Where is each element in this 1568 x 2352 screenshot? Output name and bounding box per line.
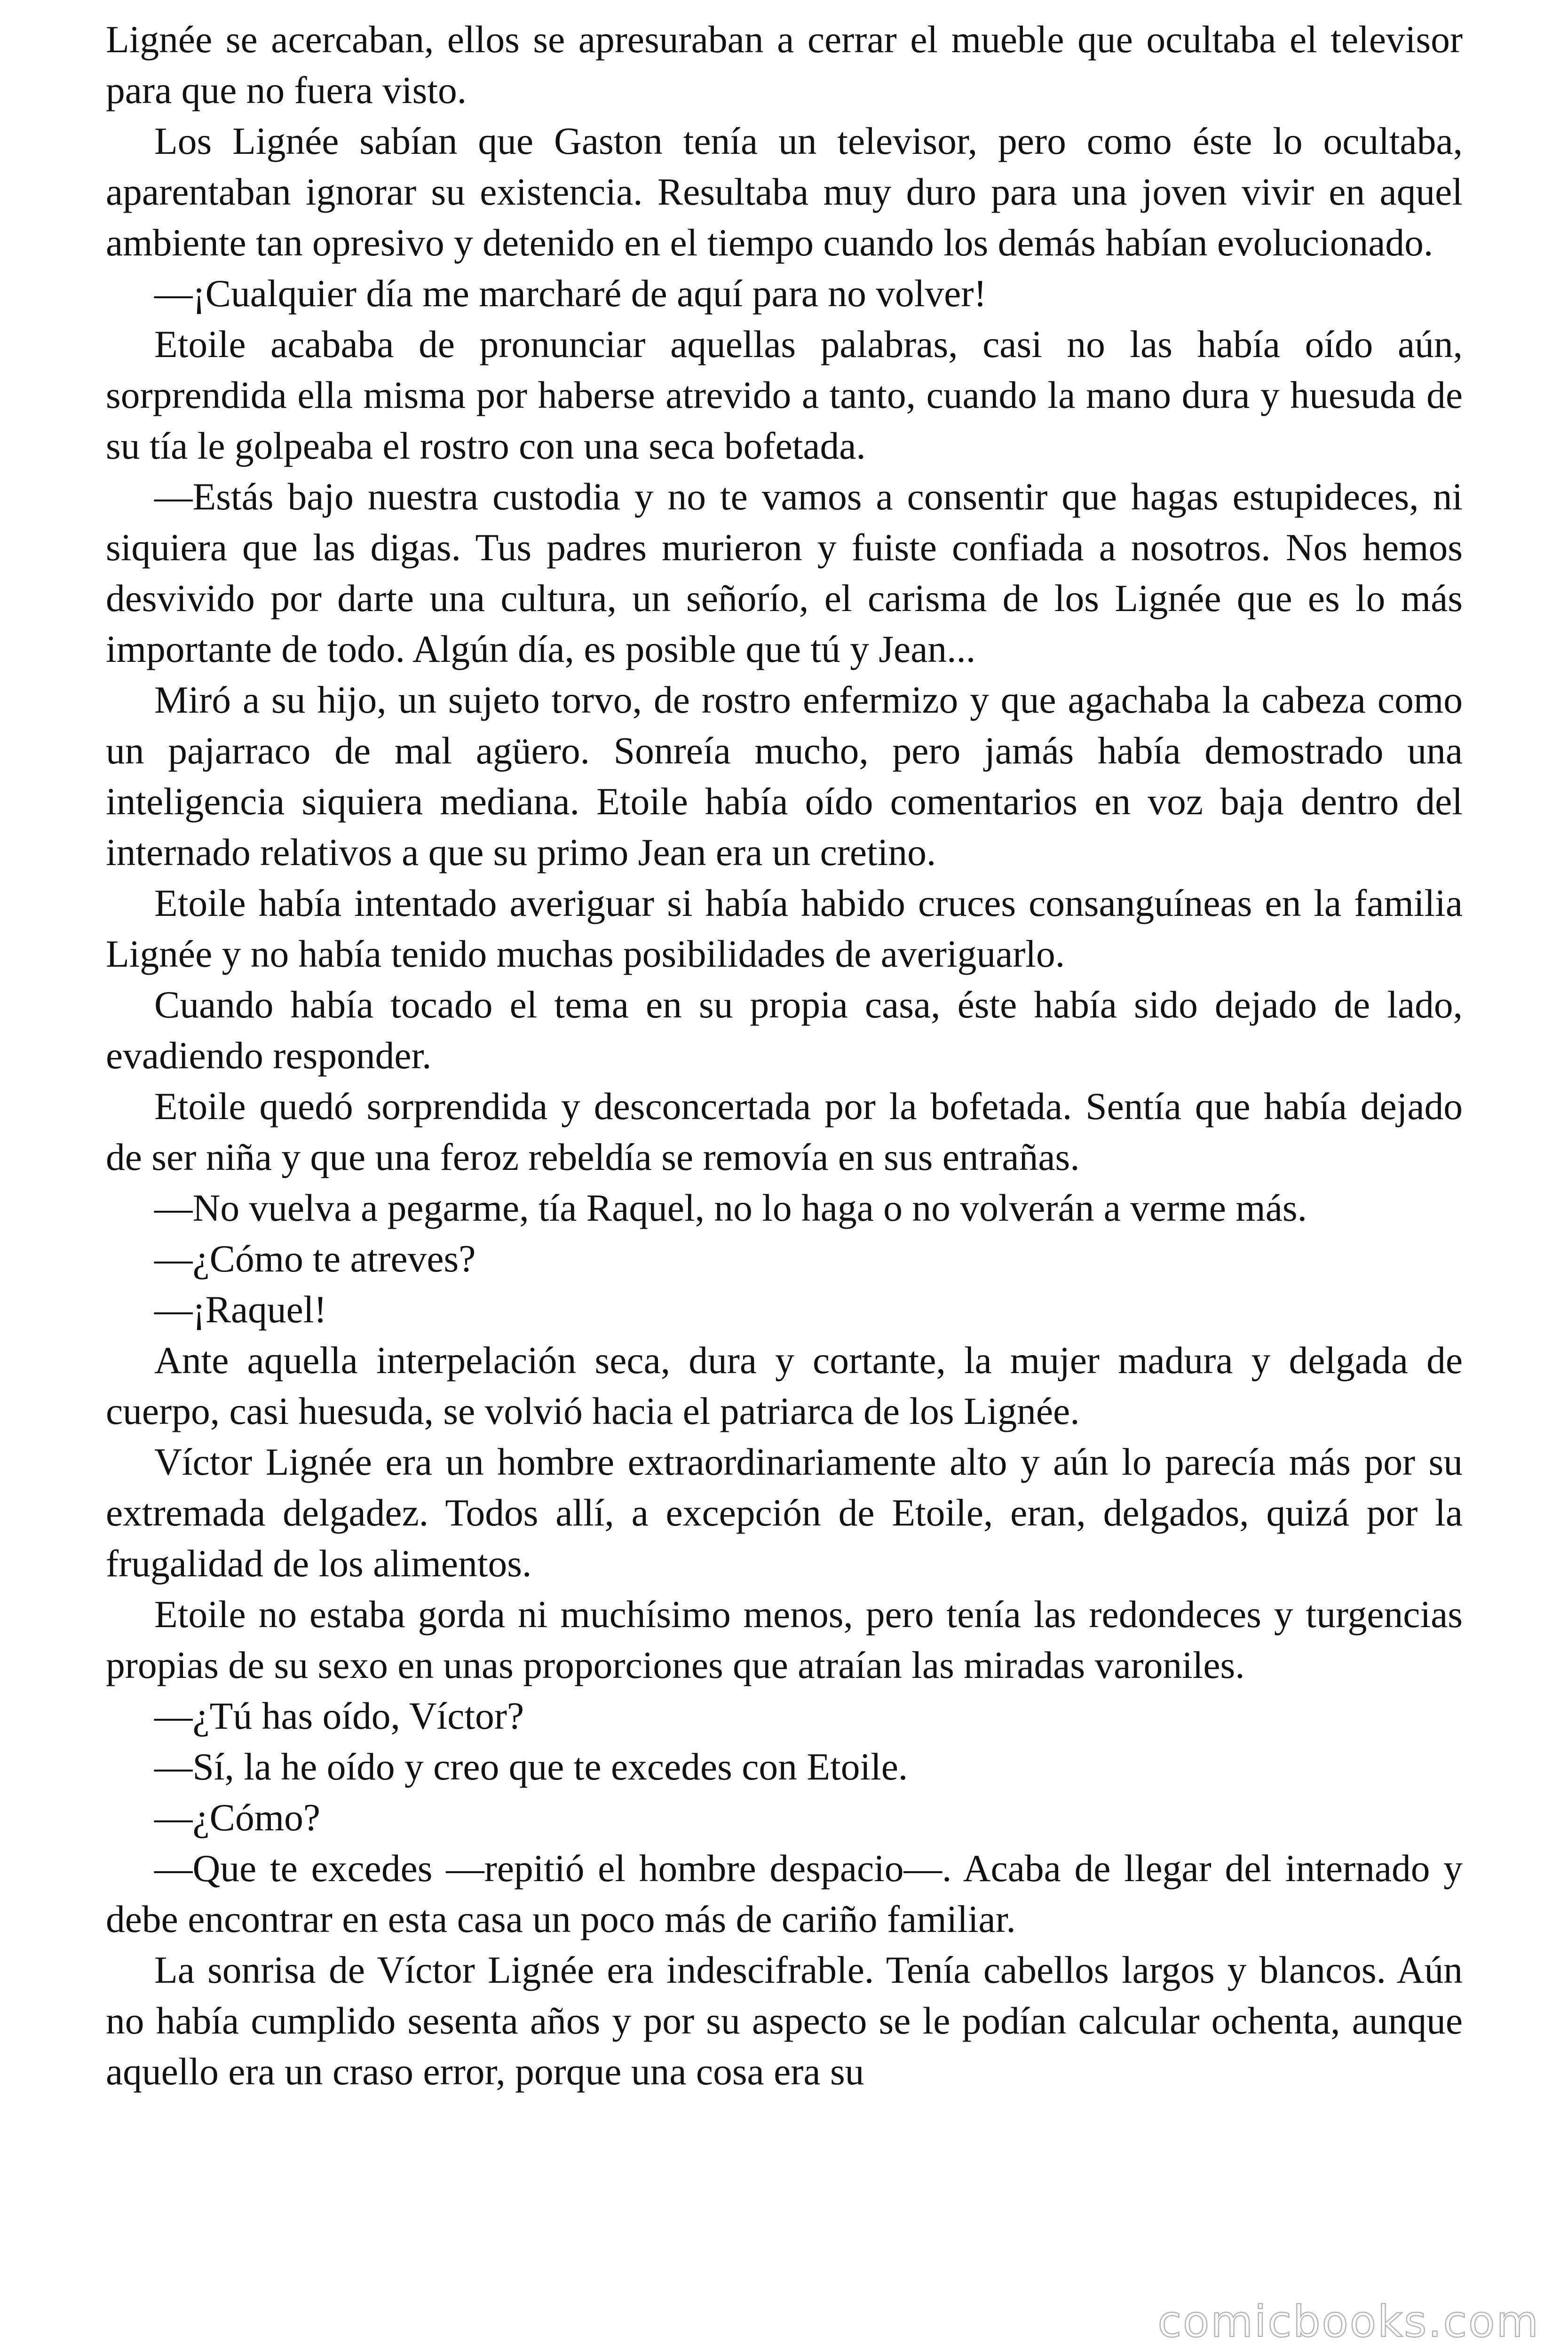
watermark: comicbooks.com [1157,2296,1540,2347]
paragraph: Miró a su hijo, un sujeto torvo, de rostro enfermizo y que agachaba la cabeza como un pajarraco de mal agüero. Sonreía mucho, pero jamás había demostrado una inteligencia siquiera mediana. Etoile había oído comentarios en voz baja dentro del internado relativos a que su primo Jean era un cretino. [106,678,1463,874]
paragraph: Etoile quedó sorprendida y desconcertada por la bofetada. Sentía que había dejado de ser niña y que una feroz rebeldía se removía en sus entrañas. [106,1085,1463,1178]
paragraph: —¿Cómo te atreves? [154,1237,476,1280]
paragraph: Etoile había intentado averiguar si había habido cruces consanguíneas en la familia Lignée y no había tenido muchas posibilidades de averiguarlo. [106,882,1463,975]
paragraph: Etoile no estaba gorda ni muchísimo menos, pero tenía las redondeces y turgencias propias de su sexo en unas proporciones que atraían las miradas varoniles. [106,1593,1463,1686]
paragraph: —Estás bajo nuestra custodia y no te vamos a consentir que hagas estupideces, ni siquiera que las digas. Tus padres murieron y fuiste confiada a nosotros. Nos hemos desvivido por darte una cultura, un señorío, el carisma de los Lignée que es lo más importante de todo. Algún día, es posible que tú y Jean... [106,475,1463,670]
paragraph: —¡Raquel! [154,1288,327,1331]
paragraph: Los Lignée sabían que Gaston tenía un televisor, pero como éste lo ocultaba, aparentaban ignorar su existencia. Resultaba muy duro para una joven vivir en aquel ambiente tan opresivo y detenido en el tiempo cuando los demás habían evolucionado. [106,119,1463,264]
paragraph: Cuando había tocado el tema en su propia casa, éste había sido dejado de lado, evadiendo responder. [106,983,1463,1077]
paragraph: —No vuelva a pegarme, tía Raquel, no lo haga o no volverán a verme más. [154,1186,1307,1229]
paragraph: Lignée se acercaban, ellos se apresuraban a cerrar el mueble que ocultaba el televisor para que no fuera visto. [106,18,1463,111]
paragraph: —¡Cualquier día me marcharé de aquí para no volver! [154,272,987,315]
paragraph: Ante aquella interpelación seca, dura y cortante, la mujer madura y delgada de cuerpo, casi huesuda, se volvió hacia el patriarca de los Lignée. [106,1339,1463,1432]
paragraph: —Sí, la he oído y creo que te excedes con Etoile. [154,1745,908,1788]
paragraph: La sonrisa de Víctor Lignée era indescifrable. Tenía cabellos largos y blancos. Aún no había cumplido sesenta años y por su aspecto se le podían calcular ochenta, aunque aquello era un craso error, porque una cosa era su [106,1948,1463,2093]
paragraph: —¿Tú has oído, Víctor? [154,1694,524,1737]
paragraph: —¿Cómo? [154,1796,321,1839]
paragraph: —Que te excedes —repitió el hombre despacio—. Acaba de llegar del internado y debe encontrar en esta casa un poco más de cariño familiar. [106,1847,1463,1940]
paragraph: Etoile acababa de pronunciar aquellas palabras, casi no las había oído aún, sorprendida ella misma por haberse atrevido a tanto, cuando la mano dura y huesuda de su tía le golpeaba el rostro con una seca bofetada. [106,323,1463,467]
paragraph: Víctor Lignée era un hombre extraordinariamente alto y aún lo parecía más por su extremada delgadez. Todos allí, a excepción de Etoile, eran, delgados, quizá por la frugalidad de los alimentos. [106,1440,1463,1585]
page-body [106,14,1463,2097]
